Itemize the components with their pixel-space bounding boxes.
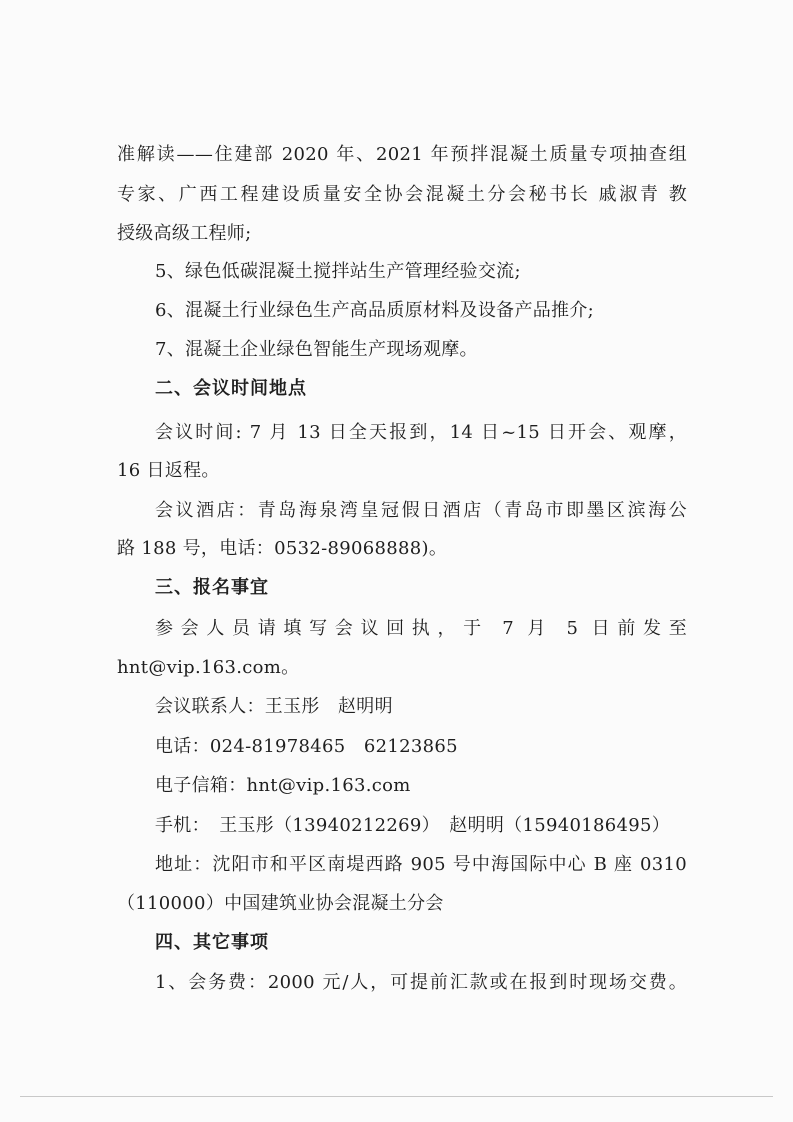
contact-address-cont: （110000）中国建筑业协会混凝土分会 <box>117 893 444 914</box>
contact-mobile: 手机： 王玉彤（13940212269） 赵明明（15940186495） <box>155 815 671 836</box>
text-line: 授级高级工程师; <box>117 223 252 244</box>
text-line: 16 日返程。 <box>117 460 220 481</box>
text-line: 参会人员请填写会议回执，于 7 月 5 日前发至 <box>155 618 687 639</box>
contact-person: 会议联系人：王玉彤 赵明明 <box>155 696 393 717</box>
list-item: 7、混凝土企业绿色智能生产现场观摩。 <box>155 339 478 360</box>
contact-phone: 电话：024-81978465 62123865 <box>155 736 458 757</box>
text-line: 路 188 号，电话：0532-89068888)。 <box>117 538 448 559</box>
page-edge-line <box>20 1096 773 1097</box>
list-item: 1、会务费：2000 元/人，可提前汇款或在报到时现场交费。 <box>155 972 687 993</box>
text-line: 会议时间: 7 月 13 日全天报到，14 日~15 日开会、观摩， <box>155 422 687 443</box>
text-line: 会议酒店：青岛海泉湾皇冠假日酒店（青岛市即墨区滨海公 <box>155 500 687 521</box>
list-item: 6、混凝土行业绿色生产高品质原材料及设备产品推介; <box>155 300 595 321</box>
section-heading: 三、报名事宜 <box>155 577 269 598</box>
email-text: hnt@vip.163.com。 <box>117 657 300 678</box>
contact-address: 地址：沈阳市和平区南堤西路 905 号中海国际中心 B 座 0310 <box>155 854 687 875</box>
section-heading: 二、会议时间地点 <box>155 378 307 399</box>
contact-email: 电子信箱：hnt@vip.163.com <box>155 775 411 796</box>
list-item: 5、绿色低碳混凝土搅拌站生产管理经验交流; <box>155 261 521 282</box>
section-heading: 四、其它事项 <box>155 932 269 953</box>
text-line: 准解读——住建部 2020 年、2021 年预拌混凝土质量专项抽查组 <box>117 144 687 165</box>
text-line: 专家、广西工程建设质量安全协会混凝土分会秘书长 戚淑青 教 <box>117 184 687 205</box>
